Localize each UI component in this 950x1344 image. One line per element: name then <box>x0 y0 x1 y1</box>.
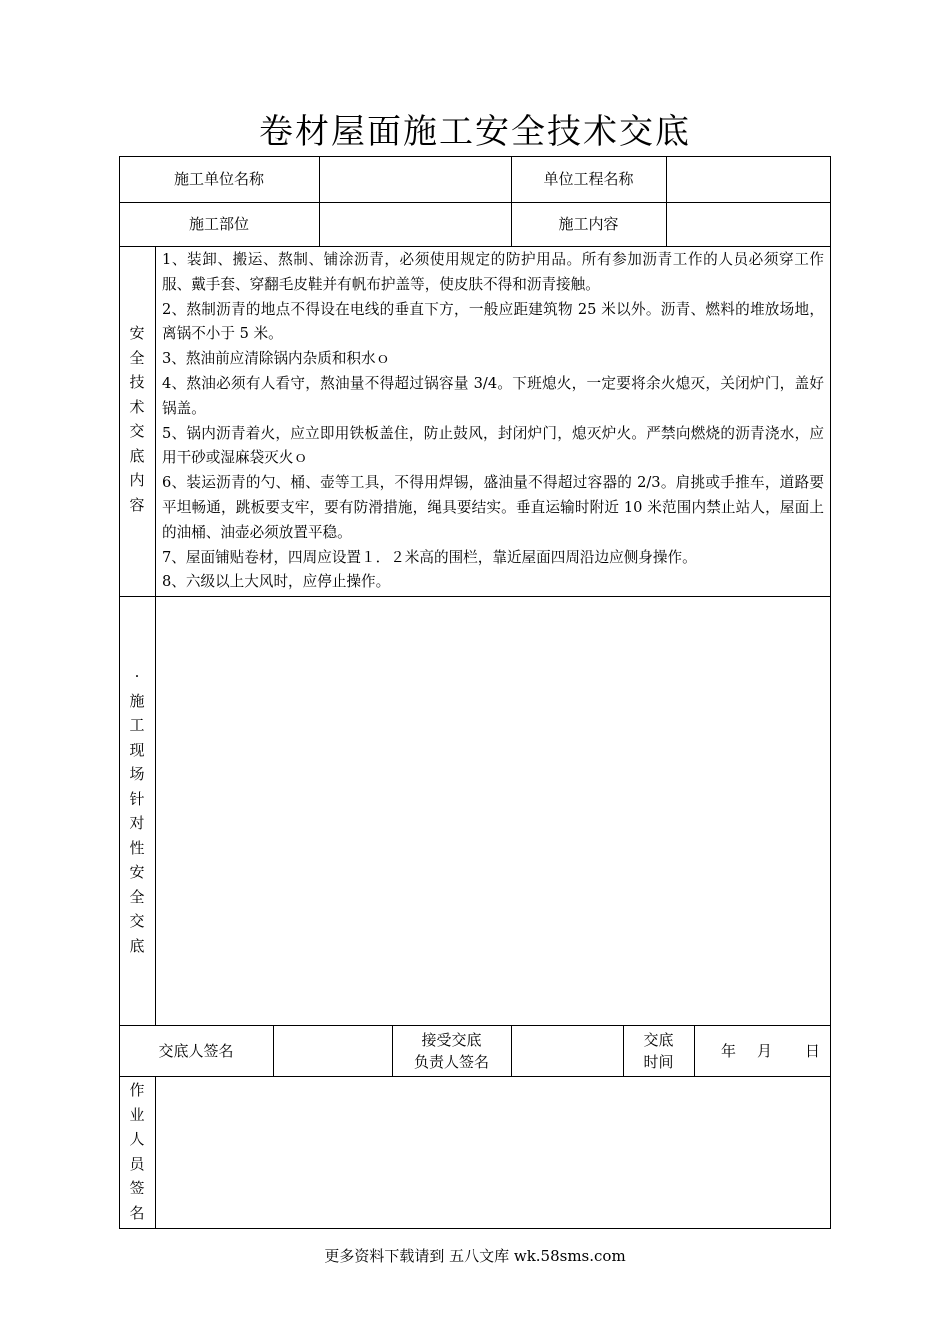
part-label: 施工部位 <box>188 215 249 233</box>
safety-item: 8、六级以上大风时，应停止操作。 <box>162 573 391 591</box>
receiver-label-line2: 负责人签名 <box>413 1052 489 1071</box>
side-char: 对 <box>129 814 145 832</box>
safety-item: 2、熬制沥青的地点不得设在电线的垂直下方，一般应距建筑物 25 米以外。沥青、燃料的堆放场地，离锅不小于 5 米。 <box>162 300 824 343</box>
safety-side-label <box>120 321 154 517</box>
side-char: 内 <box>129 471 145 489</box>
time-label-line2: 时间 <box>643 1052 674 1071</box>
workers-side-label <box>120 1078 154 1225</box>
side-char: 交 <box>129 912 145 930</box>
date-field[interactable] <box>695 1025 831 1076</box>
date-month: 月 <box>757 1041 773 1060</box>
safety-item: 3、熬油前应清除锅内杂质和积水ｏ <box>162 350 391 368</box>
side-char: 安 <box>129 863 145 881</box>
side-char: 业 <box>129 1105 145 1124</box>
side-char: 性 <box>129 838 145 857</box>
side-char: · <box>134 667 140 685</box>
side-char: 场 <box>129 765 145 783</box>
time-label <box>623 1025 694 1076</box>
side-char: 全 <box>129 348 145 367</box>
project-name-field[interactable] <box>667 157 829 201</box>
receiver-label-line1: 接受交底 <box>421 1030 482 1049</box>
safety-item: 7、屋面铺贴卷材，四周应设置１．２米高的围栏，靠近屋面四周沿边应侧身操作。 <box>162 548 697 566</box>
unit-name-field[interactable] <box>320 157 510 201</box>
side-char: 术 <box>129 397 145 416</box>
safety-item: 5、锅内沥青着火，应立即用铁板盖住，防止鼓风，封闭炉门，熄灭炉火。严禁向燃烧的沥青浇水，应用干砂或湿麻袋灭火ｏ <box>162 424 824 467</box>
side-char: 容 <box>129 495 145 514</box>
receiver-signature-field[interactable] <box>512 1026 622 1075</box>
side-char: 技 <box>129 373 145 391</box>
project-name-label: 单位工程名称 <box>543 170 634 188</box>
side-char: 交 <box>129 422 145 440</box>
safety-item: 6、装运沥青的勺、桶、壶等工具，不得用焊锡，盛油量不得超过容器的 2/3。肩挑或手推车，道路要平坦畅通，跳板要支牢，要有防滑措施，绳具要结实。垂直运输时附近 10 米范围内禁止站人，屋面上的油桶、油壶必须放置平稳。 <box>162 474 824 541</box>
side-char: 作 <box>129 1081 145 1099</box>
content-field[interactable] <box>667 203 829 245</box>
date-day: 日 <box>805 1041 821 1060</box>
document-title: 卷材屋面施工安全技术交底 <box>259 112 691 152</box>
side-char: 底 <box>129 936 145 955</box>
content-label: 施工内容 <box>558 215 619 233</box>
receiver-label <box>392 1025 511 1076</box>
side-char: 安 <box>129 324 145 342</box>
part-field[interactable] <box>320 203 510 245</box>
safety-content <box>162 248 824 595</box>
unit-name-label: 施工单位名称 <box>173 170 264 188</box>
side-char: 现 <box>129 740 145 759</box>
discloser-label: 交底人签名 <box>158 1041 234 1060</box>
row-divider <box>119 246 831 247</box>
safety-item: 1、装卸、搬运、熬制、铺涂沥青，必须使用规定的防护用品。所有参加沥青工作的人员必须穿工作服、戴手套、穿翻毛皮鞋并有帆布护盖等，使皮肤不得和沥青接触。 <box>162 251 824 293</box>
safety-item: 4、熬油必须有人看守，熬油量不得超过锅容量 3/4。下班熄火，一定要将余火熄灭，关闭炉门，盖好锅盖。 <box>162 374 824 417</box>
workers-signature-field[interactable] <box>156 1077 829 1227</box>
side-char: 员 <box>129 1154 145 1173</box>
side-char: 签 <box>129 1179 145 1197</box>
side-char: 针 <box>129 789 145 808</box>
date-year: 年 <box>721 1041 737 1060</box>
discloser-signature-field[interactable] <box>274 1026 391 1075</box>
side-char: 工 <box>129 716 145 734</box>
time-label-line1: 交底 <box>643 1030 674 1049</box>
side-char: 全 <box>129 887 145 906</box>
side-char: 人 <box>129 1130 145 1148</box>
site-disclosure-field[interactable] <box>156 597 829 1024</box>
site-side-label <box>120 664 154 958</box>
side-char: 底 <box>129 446 145 465</box>
footer-link[interactable]: 更多资料下载请到 五八文库 wk.58sms.com <box>324 1247 626 1265</box>
side-char: 施 <box>129 691 145 710</box>
side-char: 名 <box>129 1203 145 1222</box>
